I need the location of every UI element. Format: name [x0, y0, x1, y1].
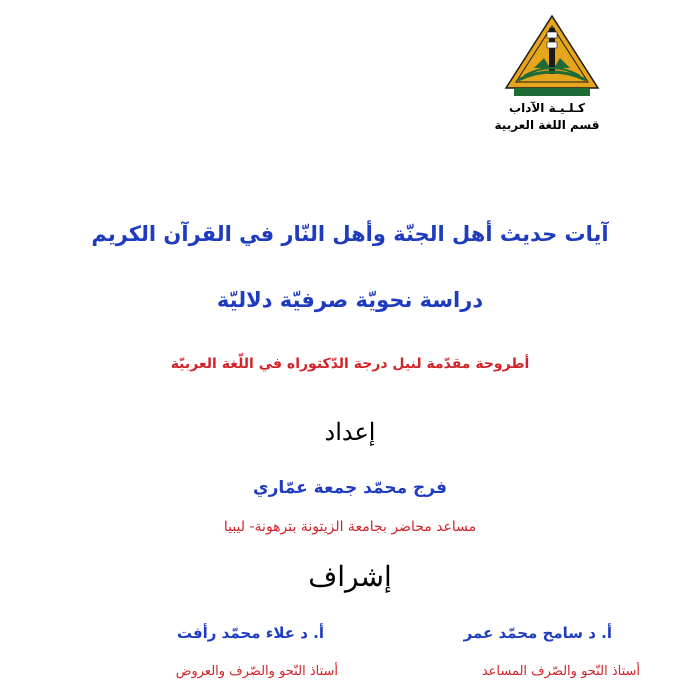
- department-name: قسم اللغة العربية: [494, 118, 600, 132]
- supervisor-2-name: أ. د علاء محمّد رأفت: [176, 624, 324, 642]
- supervisor-2-title: أستاذ النّحو والصّرف والعروض: [175, 664, 338, 679]
- author-name: فرج محمّد جمعة عمّاري: [252, 478, 448, 498]
- supervisor-1-title: أستاذ النّحو والصّرف المساعد: [481, 664, 640, 679]
- university-logo: [504, 14, 600, 98]
- author-role: مساعد محاضر بجامعة الزيتونة بترهونة- ليبيا: [223, 519, 477, 535]
- supervision-label: إشراف: [308, 560, 392, 593]
- thesis-title: آيات حديث أهل الجنّة وأهل النّار في القرآن الكريم: [91, 222, 609, 246]
- thesis-subtitle: دراسة نحويّة صرفيّة دلاليّة: [216, 288, 484, 312]
- supervisor-1-name: أ. د سامح محمّد عمر: [463, 624, 612, 642]
- prepared-by-label: إعداد: [324, 418, 376, 446]
- degree-note: أطروحة مقدّمة لنيل درجة الدّكتوراه في اللّغة العربيّة: [170, 356, 530, 372]
- faculty-block: [492, 100, 602, 134]
- faculty-name: كـلـيـة الآداب: [509, 101, 585, 115]
- university-seal-pyramid-icon: [504, 14, 600, 98]
